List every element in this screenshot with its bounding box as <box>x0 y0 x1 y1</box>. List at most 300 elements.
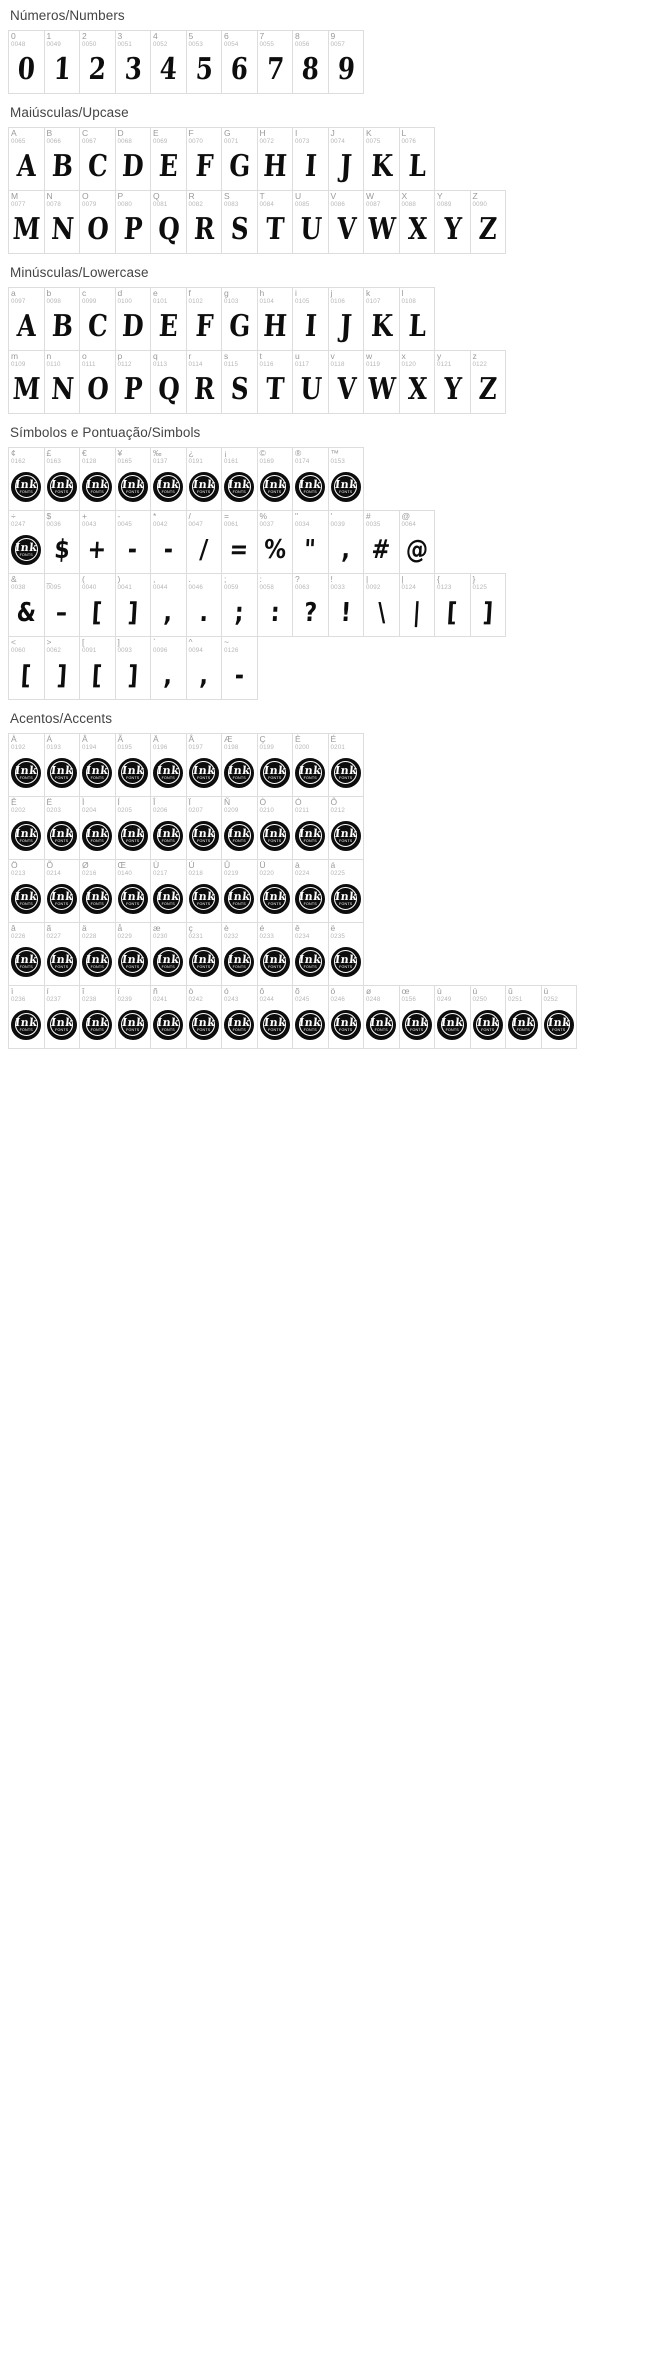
glyph-cell[interactable] <box>292 510 329 574</box>
glyph-code-label: 0079 <box>82 201 97 208</box>
glyph-code-label: 0112 <box>117 361 132 368</box>
glyph-char-label: | <box>401 574 404 584</box>
glyph-cell[interactable] <box>115 922 152 986</box>
glyph-cell[interactable] <box>221 922 258 986</box>
glyph-cell[interactable] <box>79 796 116 860</box>
glyph-code-label: 0100 <box>117 298 133 305</box>
badge-line-1: Ink <box>156 889 181 903</box>
glyph-cell[interactable] <box>328 859 365 923</box>
glyph-cell[interactable] <box>8 796 45 860</box>
glyph-cell[interactable] <box>150 447 187 511</box>
glyph-char-label: Ù <box>153 860 160 870</box>
ink-fonts-badge-icon <box>47 884 77 914</box>
glyph-cell[interactable] <box>186 796 223 860</box>
glyph-cell[interactable] <box>328 127 365 191</box>
glyph-cell[interactable] <box>79 350 116 414</box>
glyph-shape: " <box>303 534 317 565</box>
glyph-cell[interactable] <box>79 30 116 94</box>
glyph-preview <box>542 1003 577 1046</box>
glyph-preview <box>187 877 222 920</box>
glyph-cell[interactable] <box>115 287 152 351</box>
glyph-cell[interactable] <box>257 350 294 414</box>
glyph-preview <box>293 48 328 91</box>
glyph-preview <box>258 208 293 251</box>
glyph-cell[interactable] <box>186 287 223 351</box>
glyph-preview <box>222 208 257 251</box>
glyph-cell[interactable] <box>292 985 329 1049</box>
glyph-cell[interactable] <box>150 127 187 191</box>
glyph-cell[interactable] <box>44 573 81 637</box>
glyph-cell[interactable] <box>79 510 116 574</box>
glyph-shape: W <box>366 371 396 407</box>
glyph-code-label: 0241 <box>153 996 168 1003</box>
glyph-char-label: A <box>11 128 17 138</box>
glyph-cell[interactable] <box>150 190 187 254</box>
glyph-cell[interactable] <box>221 733 258 797</box>
glyph-cell[interactable] <box>186 350 223 414</box>
glyph-cell[interactable] <box>44 127 81 191</box>
glyph-code-label: 0106 <box>330 298 346 305</box>
glyph-cell[interactable] <box>399 573 436 637</box>
glyph-cell[interactable] <box>292 859 329 923</box>
glyph-cell[interactable] <box>292 796 329 860</box>
glyph-code-label: 0080 <box>117 201 133 208</box>
glyph-cell[interactable] <box>79 922 116 986</box>
glyph-cell[interactable] <box>257 859 294 923</box>
badge-line-1: Ink <box>85 826 110 840</box>
glyph-row <box>8 573 505 636</box>
glyph-cell[interactable] <box>8 350 45 414</box>
glyph-cell[interactable] <box>150 733 187 797</box>
badge-line-2: FONTS <box>552 1028 566 1033</box>
glyph-code-label: 0061 <box>224 521 239 528</box>
glyph-cell[interactable] <box>8 30 45 94</box>
glyph-preview <box>187 814 222 857</box>
glyph-preview <box>151 145 186 188</box>
glyph-preview <box>471 1003 506 1046</box>
glyph-cell[interactable] <box>79 287 116 351</box>
glyph-preview <box>45 305 80 348</box>
glyph-preview <box>258 591 293 634</box>
glyph-cell[interactable] <box>257 922 294 986</box>
glyph-cell[interactable] <box>328 573 365 637</box>
glyph-cell[interactable] <box>363 190 400 254</box>
glyph-cell[interactable] <box>328 190 365 254</box>
glyph-cell[interactable] <box>186 922 223 986</box>
glyph-cell[interactable] <box>399 287 436 351</box>
glyph-char-label: K <box>366 128 372 138</box>
glyph-cell[interactable] <box>150 922 187 986</box>
badge-line-1: Ink <box>333 952 358 966</box>
glyph-cell[interactable] <box>8 287 45 351</box>
glyph-shape: A <box>16 148 37 184</box>
glyph-shape: N <box>49 211 74 247</box>
glyph-cell[interactable] <box>328 985 365 1049</box>
glyph-cell[interactable] <box>150 796 187 860</box>
glyph-code-label: 0250 <box>472 996 488 1003</box>
glyph-cell[interactable] <box>292 447 329 511</box>
glyph-cell[interactable] <box>257 733 294 797</box>
badge-line-1: Ink <box>156 477 181 491</box>
glyph-cell[interactable] <box>8 190 45 254</box>
glyph-cell[interactable] <box>470 985 507 1049</box>
badge-line-1: Ink <box>298 826 323 840</box>
glyph-cell[interactable] <box>328 350 365 414</box>
badge-line-1: Ink <box>120 1015 145 1029</box>
glyph-cell[interactable] <box>434 573 471 637</box>
glyph-cell[interactable] <box>115 127 152 191</box>
glyph-char-label: T <box>259 191 265 201</box>
glyph-cell[interactable] <box>150 510 187 574</box>
glyph-cell[interactable] <box>150 573 187 637</box>
glyph-cell[interactable] <box>115 985 152 1049</box>
glyph-preview <box>293 145 328 188</box>
glyph-cell[interactable] <box>115 636 152 700</box>
glyph-cell[interactable] <box>150 636 187 700</box>
glyph-cell[interactable] <box>399 985 436 1049</box>
glyph-cell[interactable] <box>186 190 223 254</box>
glyph-cell[interactable] <box>363 573 400 637</box>
glyph-code-label: 0236 <box>11 996 26 1003</box>
glyph-preview <box>329 591 364 634</box>
glyph-cell[interactable] <box>505 985 542 1049</box>
glyph-cell[interactable] <box>292 30 329 94</box>
glyph-cell[interactable] <box>257 796 294 860</box>
glyph-cell[interactable] <box>221 510 258 574</box>
glyph-char-label: p <box>117 351 123 361</box>
glyph-cell[interactable] <box>292 350 329 414</box>
glyph-char-label: ¡ <box>224 448 227 458</box>
glyph-preview <box>45 940 80 983</box>
glyph-code-label: 0204 <box>82 807 97 814</box>
glyph-cell[interactable] <box>186 447 223 511</box>
badge-line-1: Ink <box>120 763 145 777</box>
glyph-cell[interactable] <box>541 985 578 1049</box>
glyph-cell[interactable] <box>8 510 45 574</box>
glyph-cell[interactable] <box>221 190 258 254</box>
glyph-preview <box>400 305 435 348</box>
glyph-cell[interactable] <box>79 573 116 637</box>
glyph-cell[interactable] <box>115 447 152 511</box>
badge-line-2: FONTS <box>232 902 246 907</box>
glyph-cell[interactable] <box>150 287 187 351</box>
glyph-cell[interactable] <box>44 30 81 94</box>
glyph-cell[interactable] <box>186 127 223 191</box>
glyph-cell[interactable] <box>328 922 365 986</box>
glyph-preview <box>258 877 293 920</box>
glyph-cell[interactable] <box>399 127 436 191</box>
glyph-cell[interactable] <box>328 30 365 94</box>
glyph-shape: ] <box>55 660 68 691</box>
glyph-code-label: 0099 <box>82 298 97 305</box>
glyph-char-label: % <box>259 511 268 521</box>
glyph-cell[interactable] <box>115 350 152 414</box>
glyph-cell[interactable] <box>363 510 400 574</box>
glyph-cell[interactable] <box>221 859 258 923</box>
glyph-char-label: ( <box>82 574 85 584</box>
glyph-shape: 8 <box>301 51 320 87</box>
ink-fonts-badge-icon <box>47 1010 77 1040</box>
glyph-cell[interactable] <box>363 127 400 191</box>
glyph-preview <box>329 1003 364 1046</box>
glyph-preview <box>80 48 115 91</box>
glyph-char-label: I <box>295 128 298 138</box>
glyph-shape: Y <box>442 371 462 407</box>
glyph-cell[interactable] <box>363 985 400 1049</box>
glyph-cell[interactable] <box>44 985 81 1049</box>
glyph-cell[interactable] <box>186 859 223 923</box>
glyph-cell[interactable] <box>257 573 294 637</box>
glyph-cell[interactable] <box>8 636 45 700</box>
glyph-char-label: À <box>11 734 17 744</box>
glyph-cell[interactable] <box>328 510 365 574</box>
glyph-cell[interactable] <box>79 127 116 191</box>
glyph-shape: ] <box>126 597 139 628</box>
glyph-char-label: O <box>82 191 89 201</box>
glyph-char-label: ! <box>330 574 333 584</box>
glyph-code-label: 0156 <box>401 996 417 1003</box>
glyph-shape: N <box>49 371 74 407</box>
badge-line-1: Ink <box>85 477 110 491</box>
glyph-cell[interactable] <box>79 859 116 923</box>
glyph-char-label: d <box>117 288 123 298</box>
badge-line-2: FONTS <box>374 1028 388 1033</box>
glyph-cell[interactable] <box>150 859 187 923</box>
glyph-code-label: 0102 <box>188 298 204 305</box>
glyph-preview <box>258 528 293 571</box>
glyph-cell[interactable] <box>8 859 45 923</box>
ink-fonts-badge-icon <box>189 472 219 502</box>
glyph-cell[interactable] <box>328 287 365 351</box>
glyph-cell[interactable] <box>8 733 45 797</box>
glyph-cell[interactable] <box>221 30 258 94</box>
glyph-cell[interactable] <box>44 636 81 700</box>
glyph-cell[interactable] <box>186 985 223 1049</box>
glyph-code-label: 0237 <box>46 996 62 1003</box>
glyph-preview <box>187 528 222 571</box>
glyph-cell[interactable] <box>150 985 187 1049</box>
glyph-code-label: 0202 <box>11 807 26 814</box>
badge-line-2: FONTS <box>268 776 282 781</box>
badge-line-2: FONTS <box>232 839 246 844</box>
glyph-cell[interactable] <box>399 190 436 254</box>
glyph-cell[interactable] <box>292 190 329 254</box>
badge-line-2: FONTS <box>197 776 211 781</box>
glyph-cell[interactable] <box>257 287 294 351</box>
glyph-cell[interactable] <box>221 573 258 637</box>
glyph-cell[interactable] <box>399 510 436 574</box>
glyph-char-label: W <box>366 191 375 201</box>
glyph-cell[interactable] <box>257 510 294 574</box>
glyph-cell[interactable] <box>79 447 116 511</box>
glyph-code-label: 0203 <box>46 807 62 814</box>
badge-line-2: FONTS <box>197 965 211 970</box>
badge-line-1: Ink <box>85 952 110 966</box>
glyph-code-label: 0242 <box>188 996 204 1003</box>
badge-line-2: FONTS <box>339 902 353 907</box>
glyph-code-label: 0194 <box>82 744 97 751</box>
glyph-char-label: ¿ <box>188 448 194 458</box>
glyph-cell[interactable] <box>44 733 81 797</box>
glyph-code-label: 0207 <box>188 807 204 814</box>
glyph-cell[interactable] <box>115 573 152 637</box>
glyph-shape: R <box>192 211 215 247</box>
glyph-cell[interactable] <box>328 733 365 797</box>
glyph-char-label: ì <box>11 986 14 996</box>
glyph-preview <box>116 654 151 697</box>
glyph-cell[interactable] <box>328 796 365 860</box>
glyph-cell[interactable] <box>186 510 223 574</box>
glyph-row <box>399 190 506 253</box>
glyph-cell[interactable] <box>44 287 81 351</box>
glyph-cell[interactable] <box>221 447 258 511</box>
glyph-shape: & <box>15 597 37 628</box>
glyph-code-label: 0247 <box>11 521 26 528</box>
glyph-code-label: 0122 <box>472 361 488 368</box>
glyph-cell[interactable] <box>221 350 258 414</box>
glyph-cell[interactable] <box>221 287 258 351</box>
glyph-preview <box>116 208 151 251</box>
glyph-cell[interactable] <box>292 573 329 637</box>
glyph-cell[interactable] <box>399 350 436 414</box>
glyph-code-label: 0211 <box>295 807 310 814</box>
ink-fonts-badge-icon <box>189 821 219 851</box>
glyph-cell[interactable] <box>8 985 45 1049</box>
glyph-preview <box>258 751 293 794</box>
glyph-cell[interactable] <box>257 127 294 191</box>
glyph-cell[interactable] <box>434 190 471 254</box>
glyph-code-label: 0225 <box>330 870 346 877</box>
glyph-preview <box>435 368 470 411</box>
glyph-preview <box>151 814 186 857</box>
badge-line-2: FONTS <box>268 902 282 907</box>
glyph-cell[interactable] <box>292 287 329 351</box>
glyph-cell[interactable] <box>115 190 152 254</box>
glyph-cell[interactable] <box>115 859 152 923</box>
glyph-char-label: Æ <box>224 734 233 744</box>
glyph-cell[interactable] <box>79 636 116 700</box>
glyph-preview <box>9 814 44 857</box>
glyph-preview <box>9 877 44 920</box>
glyph-preview <box>151 591 186 634</box>
ink-fonts-badge-icon <box>189 758 219 788</box>
glyph-cell[interactable] <box>257 447 294 511</box>
glyph-shape: Q <box>156 211 180 247</box>
glyph-code-label: 0049 <box>46 41 62 48</box>
glyph-cell[interactable] <box>8 127 45 191</box>
glyph-cell[interactable] <box>186 636 223 700</box>
glyph-cell[interactable] <box>79 190 116 254</box>
glyph-cell[interactable] <box>186 573 223 637</box>
glyph-cell[interactable] <box>115 796 152 860</box>
glyph-code-label: 0054 <box>224 41 239 48</box>
glyph-code-label: 0243 <box>224 996 239 1003</box>
glyph-cell[interactable] <box>150 30 187 94</box>
glyph-cell[interactable] <box>44 922 81 986</box>
glyph-cell[interactable] <box>8 922 45 986</box>
glyph-cell[interactable] <box>150 350 187 414</box>
glyph-cell[interactable] <box>363 350 400 414</box>
glyph-preview <box>151 940 186 983</box>
glyph-cell[interactable] <box>79 985 116 1049</box>
glyph-cell[interactable] <box>363 287 400 351</box>
glyph-cell[interactable] <box>221 636 258 700</box>
glyph-code-label: 0216 <box>82 870 97 877</box>
glyph-cell[interactable] <box>115 510 152 574</box>
glyph-code-label: 0118 <box>330 361 345 368</box>
glyph-code-label: 0063 <box>295 584 310 591</box>
glyph-cell[interactable] <box>470 190 507 254</box>
glyph-row <box>8 287 434 350</box>
glyph-cell[interactable] <box>221 127 258 191</box>
glyph-code-label: 0105 <box>295 298 310 305</box>
glyph-cell[interactable] <box>8 447 45 511</box>
glyph-cell[interactable] <box>44 350 81 414</box>
ink-fonts-badge-icon <box>544 1010 574 1040</box>
glyph-cell[interactable] <box>8 573 45 637</box>
glyph-cell[interactable] <box>292 922 329 986</box>
glyph-cell[interactable] <box>186 733 223 797</box>
glyph-char-label: C <box>82 128 89 138</box>
glyph-cell[interactable] <box>257 985 294 1049</box>
glyph-code-label: 0067 <box>82 138 97 145</box>
glyph-char-label: | <box>366 574 369 584</box>
ink-fonts-badge-icon <box>153 758 183 788</box>
glyph-shape: B <box>50 148 73 184</box>
glyph-cell[interactable] <box>470 573 507 637</box>
ink-fonts-badge-icon <box>260 472 290 502</box>
badge-line-1: Ink <box>227 889 252 903</box>
glyph-cell[interactable] <box>221 985 258 1049</box>
glyph-preview <box>116 1003 151 1046</box>
glyph-cell[interactable] <box>115 733 152 797</box>
glyph-cell[interactable] <box>470 350 507 414</box>
glyph-cell[interactable] <box>434 350 471 414</box>
glyph-cell[interactable] <box>44 190 81 254</box>
glyph-cell[interactable] <box>292 733 329 797</box>
glyph-code-label: 0140 <box>117 870 133 877</box>
glyph-shape: E <box>158 148 179 184</box>
glyph-cell[interactable] <box>257 190 294 254</box>
glyph-char-label: } <box>472 574 476 584</box>
glyph-cell[interactable] <box>186 30 223 94</box>
glyph-preview <box>187 305 222 348</box>
glyph-cell[interactable] <box>44 510 81 574</box>
glyph-shape: ; <box>233 597 245 628</box>
glyph-cell[interactable] <box>328 447 365 511</box>
glyph-cell[interactable] <box>44 796 81 860</box>
ink-fonts-badge-icon <box>260 884 290 914</box>
glyph-preview <box>222 368 257 411</box>
glyph-code-label: 0075 <box>366 138 381 145</box>
glyph-cell[interactable] <box>221 796 258 860</box>
glyph-cell[interactable] <box>292 127 329 191</box>
glyph-cell[interactable] <box>44 447 81 511</box>
badge-line-1: Ink <box>227 763 252 777</box>
badge-line-2: FONTS <box>339 1028 353 1033</box>
badge-line-1: Ink <box>120 826 145 840</box>
badge-line-1: Ink <box>49 763 74 777</box>
glyph-cell[interactable] <box>257 30 294 94</box>
glyph-cell[interactable] <box>44 859 81 923</box>
badge-line-1: Ink <box>511 1015 536 1029</box>
glyph-cell[interactable] <box>79 733 116 797</box>
glyph-cell[interactable] <box>115 30 152 94</box>
glyph-preview <box>258 1003 293 1046</box>
glyph-preview <box>222 814 257 857</box>
glyph-code-label: 0064 <box>401 521 417 528</box>
glyph-cell[interactable] <box>434 985 471 1049</box>
